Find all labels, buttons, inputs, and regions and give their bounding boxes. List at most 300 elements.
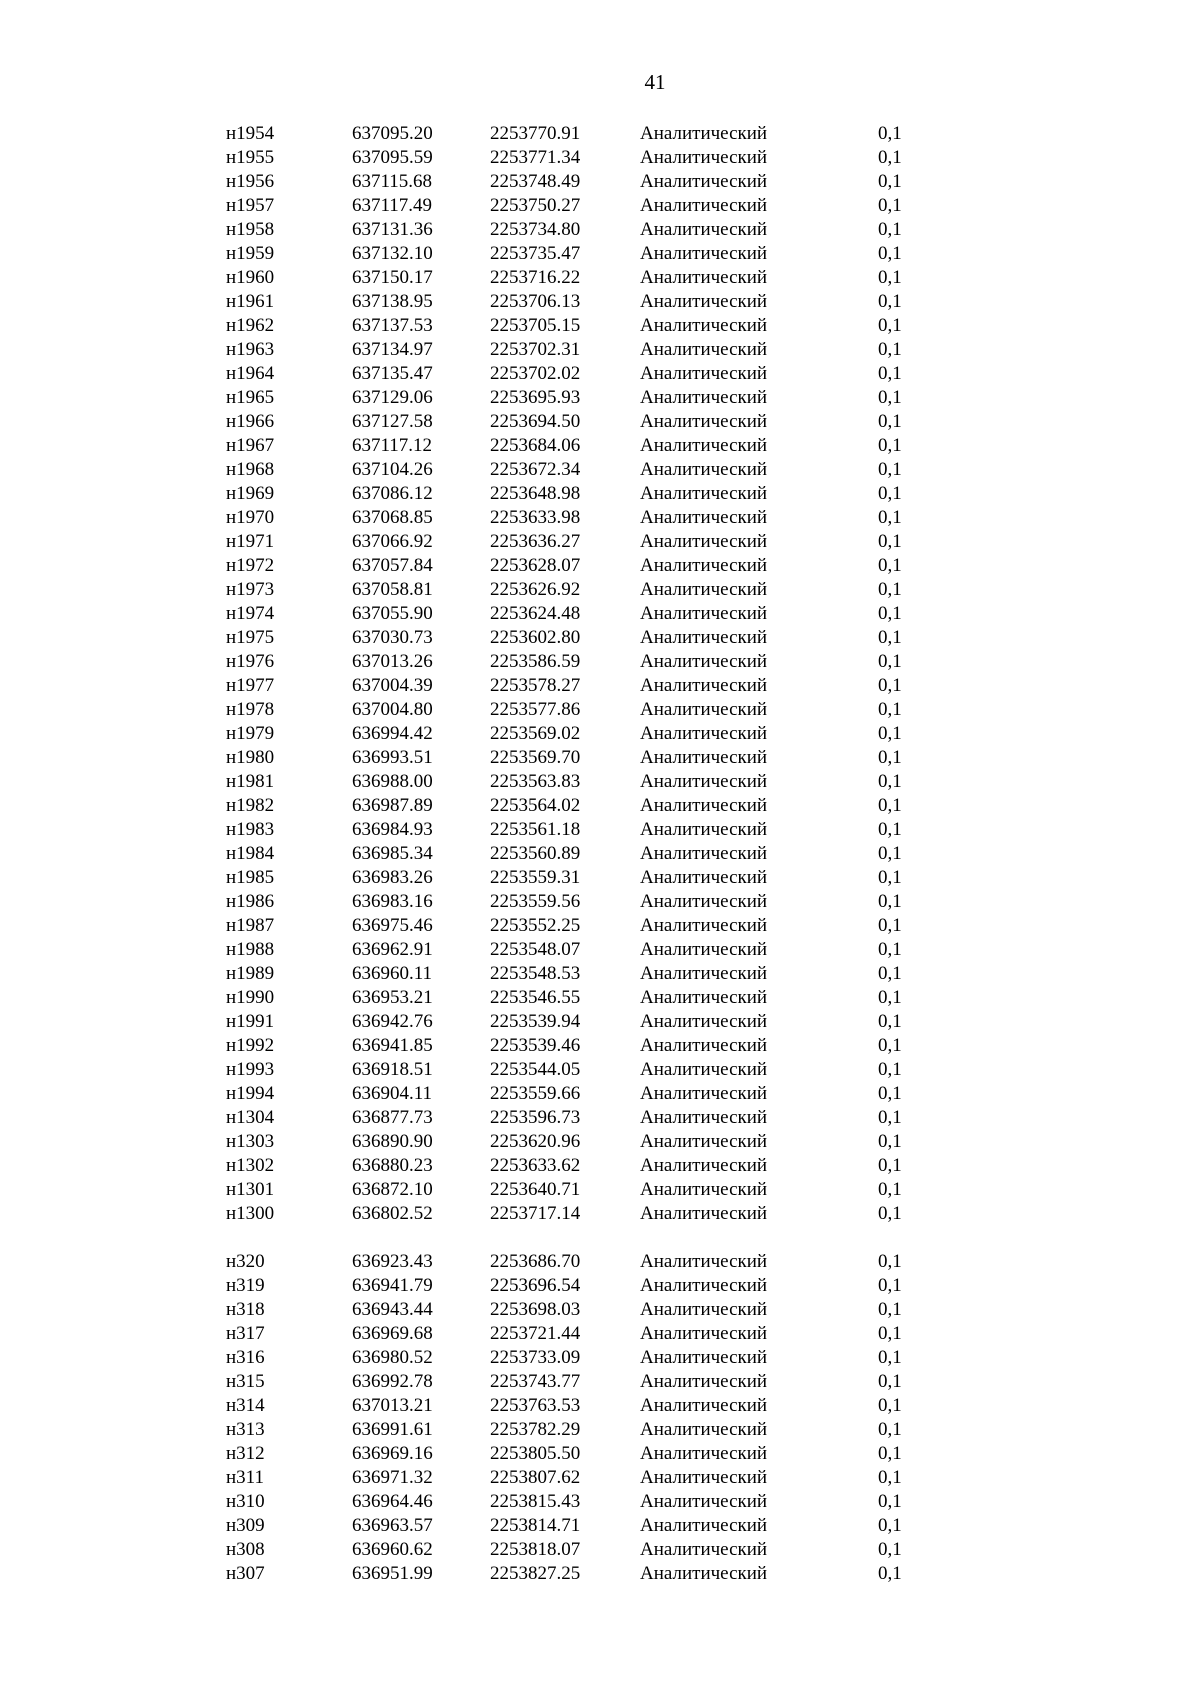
coordinate-y-cell: 2253559.31 [490,867,581,888]
method-cell: Аналитический [640,867,768,888]
method-cell: Аналитический [640,1179,768,1200]
accuracy-cell: 0,1 [878,891,902,912]
accuracy-cell: 0,1 [878,699,902,720]
method-cell: Аналитический [640,1323,768,1344]
table-row [0,674,1200,698]
accuracy-cell: 0,1 [878,435,902,456]
accuracy-cell: 0,1 [878,483,902,504]
coordinate-x-cell: 637058.81 [352,579,433,600]
point-id-cell: н1960 [226,267,275,288]
coordinate-y-cell: 2253770.91 [490,123,581,144]
coordinate-y-cell: 2253648.98 [490,483,581,504]
coordinate-x-cell: 637115.68 [352,171,433,192]
method-cell: Аналитический [640,555,768,576]
accuracy-cell: 0,1 [878,939,902,960]
point-id-cell: н1967 [226,435,275,456]
method-cell: Аналитический [640,1491,768,1512]
coordinate-y-cell: 2253684.06 [490,435,581,456]
accuracy-cell: 0,1 [878,1299,902,1320]
point-id-cell: н309 [226,1515,265,1536]
point-id-cell: н1982 [226,795,275,816]
table-row [0,698,1200,722]
table-row [0,650,1200,674]
coordinate-y-cell: 2253546.55 [490,987,581,1008]
coordinate-y-cell: 2253705.15 [490,315,581,336]
method-cell: Аналитический [640,699,768,720]
point-id-cell: н1978 [226,699,275,720]
method-cell: Аналитический [640,291,768,312]
method-cell: Аналитический [640,387,768,408]
method-cell: Аналитический [640,1035,768,1056]
method-cell: Аналитический [640,1251,768,1272]
method-cell: Аналитический [640,963,768,984]
point-id-cell: н1962 [226,315,275,336]
table-row [0,578,1200,602]
table-row [0,890,1200,914]
coordinate-x-cell: 636941.79 [352,1275,433,1296]
table-row [0,1466,1200,1490]
coordinate-y-cell: 2253743.77 [490,1371,581,1392]
point-id-cell: н1301 [226,1179,275,1200]
point-id-cell: н1965 [226,387,275,408]
coordinate-y-cell: 2253559.56 [490,891,581,912]
coordinate-y-cell: 2253750.27 [490,195,581,216]
table-row [0,1418,1200,1442]
point-id-cell: н311 [226,1467,264,1488]
method-cell: Аналитический [640,1395,768,1416]
table-row [0,866,1200,890]
coordinate-y-cell: 2253734.80 [490,219,581,240]
coordinate-x-cell: 636988.00 [352,771,433,792]
coordinates-table [0,122,1200,1586]
method-cell: Аналитический [640,579,768,600]
point-id-cell: н1991 [226,1011,275,1032]
coordinate-y-cell: 2253702.02 [490,363,581,384]
point-id-cell: н1963 [226,339,275,360]
coordinate-y-cell: 2253818.07 [490,1539,581,1560]
table-row [0,842,1200,866]
accuracy-cell: 0,1 [878,747,902,768]
coordinate-x-cell: 636880.23 [352,1155,433,1176]
point-id-cell: н1974 [226,603,275,624]
method-cell: Аналитический [640,603,768,624]
method-cell: Аналитический [640,939,768,960]
table-row [0,242,1200,266]
coordinate-y-cell: 2253578.27 [490,675,581,696]
coordinate-x-cell: 636943.44 [352,1299,433,1320]
point-id-cell: н1957 [226,195,275,216]
accuracy-cell: 0,1 [878,315,902,336]
point-id-cell: н314 [226,1395,265,1416]
accuracy-cell: 0,1 [878,1203,902,1224]
coordinate-x-cell: 636923.43 [352,1251,433,1272]
method-cell: Аналитический [640,1275,768,1296]
table-row [0,1346,1200,1370]
table-row [0,962,1200,986]
coordinate-y-cell: 2253721.44 [490,1323,581,1344]
method-cell: Аналитический [640,1419,768,1440]
point-id-cell: н310 [226,1491,265,1512]
method-cell: Аналитический [640,1011,768,1032]
coordinate-x-cell: 637086.12 [352,483,433,504]
coordinate-y-cell: 2253696.54 [490,1275,581,1296]
table-row [0,1010,1200,1034]
point-id-cell: н1302 [226,1155,275,1176]
point-id-cell: н1966 [226,411,275,432]
coordinate-x-cell: 636877.73 [352,1107,433,1128]
point-id-cell: н1970 [226,507,275,528]
accuracy-cell: 0,1 [878,963,902,984]
method-cell: Аналитический [640,1299,768,1320]
method-cell: Аналитический [640,915,768,936]
table-row [0,434,1200,458]
coordinate-y-cell: 2253544.05 [490,1059,581,1080]
point-id-cell: н1958 [226,219,275,240]
method-cell: Аналитический [640,891,768,912]
point-id-cell: н1975 [226,627,275,648]
accuracy-cell: 0,1 [878,579,902,600]
coordinate-y-cell: 2253702.31 [490,339,581,360]
table-row [0,506,1200,530]
point-id-cell: н1973 [226,579,275,600]
accuracy-cell: 0,1 [878,1107,902,1128]
point-id-cell: н1989 [226,963,275,984]
coordinate-y-cell: 2253748.49 [490,171,581,192]
coordinate-y-cell: 2253805.50 [490,1443,581,1464]
accuracy-cell: 0,1 [878,1563,902,1584]
table-row [0,170,1200,194]
accuracy-cell: 0,1 [878,123,902,144]
table-row [0,770,1200,794]
point-id-cell: н1976 [226,651,275,672]
accuracy-cell: 0,1 [878,1371,902,1392]
accuracy-cell: 0,1 [878,651,902,672]
coordinate-x-cell: 637131.36 [352,219,433,240]
accuracy-cell: 0,1 [878,1059,902,1080]
coordinate-y-cell: 2253548.07 [490,939,581,960]
coordinate-x-cell: 636942.76 [352,1011,433,1032]
point-id-cell: н1992 [226,1035,275,1056]
accuracy-cell: 0,1 [878,1251,902,1272]
method-cell: Аналитический [640,147,768,168]
accuracy-cell: 0,1 [878,243,902,264]
coordinate-y-cell: 2253548.53 [490,963,581,984]
table-row [0,986,1200,1010]
accuracy-cell: 0,1 [878,1155,902,1176]
table-row [0,1130,1200,1154]
coordinate-x-cell: 637150.17 [352,267,433,288]
table-row [0,1322,1200,1346]
method-cell: Аналитический [640,1155,768,1176]
point-id-cell: н1969 [226,483,275,504]
coordinate-x-cell: 636993.51 [352,747,433,768]
point-id-cell: н1303 [226,1131,275,1152]
method-cell: Аналитический [640,675,768,696]
coordinate-y-cell: 2253733.09 [490,1347,581,1368]
coordinate-y-cell: 2253815.43 [490,1491,581,1512]
method-cell: Аналитический [640,1467,768,1488]
coordinate-y-cell: 2253628.07 [490,555,581,576]
table-row [0,1538,1200,1562]
point-id-cell: н1993 [226,1059,275,1080]
accuracy-cell: 0,1 [878,387,902,408]
method-cell: Аналитический [640,723,768,744]
method-cell: Аналитический [640,747,768,768]
coordinate-y-cell: 2253620.96 [490,1131,581,1152]
point-id-cell: н308 [226,1539,265,1560]
point-id-cell: н1990 [226,987,275,1008]
coordinate-y-cell: 2253552.25 [490,915,581,936]
table-row [0,194,1200,218]
coordinate-y-cell: 2253560.89 [490,843,581,864]
accuracy-cell: 0,1 [878,603,902,624]
coordinate-x-cell: 636960.62 [352,1539,433,1560]
row-group [0,1250,1200,1586]
point-id-cell: н1300 [226,1203,275,1224]
method-cell: Аналитический [640,219,768,240]
point-id-cell: н1985 [226,867,275,888]
method-cell: Аналитический [640,1107,768,1128]
coordinate-x-cell: 637095.20 [352,123,433,144]
coordinate-x-cell: 636983.26 [352,867,433,888]
point-id-cell: н1964 [226,363,275,384]
table-row [0,1274,1200,1298]
table-row [0,1202,1200,1226]
coordinate-y-cell: 2253814.71 [490,1515,581,1536]
coordinate-y-cell: 2253827.25 [490,1563,581,1584]
method-cell: Аналитический [640,483,768,504]
table-row [0,1394,1200,1418]
point-id-cell: н1983 [226,819,275,840]
accuracy-cell: 0,1 [878,1035,902,1056]
coordinate-x-cell: 637137.53 [352,315,433,336]
point-id-cell: н1959 [226,243,275,264]
method-cell: Аналитический [640,1347,768,1368]
method-cell: Аналитический [640,987,768,1008]
method-cell: Аналитический [640,531,768,552]
method-cell: Аналитический [640,1059,768,1080]
coordinate-y-cell: 2253636.27 [490,531,581,552]
accuracy-cell: 0,1 [878,1179,902,1200]
accuracy-cell: 0,1 [878,1539,902,1560]
table-row [0,626,1200,650]
coordinate-x-cell: 637117.49 [352,195,433,216]
accuracy-cell: 0,1 [878,1131,902,1152]
method-cell: Аналитический [640,771,768,792]
coordinate-x-cell: 637066.92 [352,531,433,552]
table-row [0,1562,1200,1586]
point-id-cell: н1986 [226,891,275,912]
point-id-cell: н315 [226,1371,265,1392]
accuracy-cell: 0,1 [878,771,902,792]
coordinate-x-cell: 636969.16 [352,1443,433,1464]
accuracy-cell: 0,1 [878,867,902,888]
coordinate-x-cell: 636969.68 [352,1323,433,1344]
table-row [0,938,1200,962]
coordinate-x-cell: 636992.78 [352,1371,433,1392]
coordinate-x-cell: 636991.61 [352,1419,433,1440]
accuracy-cell: 0,1 [878,723,902,744]
coordinate-y-cell: 2253561.18 [490,819,581,840]
method-cell: Аналитический [640,435,768,456]
accuracy-cell: 0,1 [878,1467,902,1488]
method-cell: Аналитический [640,819,768,840]
method-cell: Аналитический [640,315,768,336]
method-cell: Аналитический [640,243,768,264]
accuracy-cell: 0,1 [878,219,902,240]
method-cell: Аналитический [640,1203,768,1224]
coordinate-x-cell: 636941.85 [352,1035,433,1056]
coordinate-y-cell: 2253706.13 [490,291,581,312]
coordinate-x-cell: 637095.59 [352,147,433,168]
coordinate-y-cell: 2253717.14 [490,1203,581,1224]
coordinate-y-cell: 2253586.59 [490,651,581,672]
table-row [0,122,1200,146]
coordinate-x-cell: 636975.46 [352,915,433,936]
coordinate-x-cell: 637068.85 [352,507,433,528]
coordinate-x-cell: 636980.52 [352,1347,433,1368]
point-id-cell: н1977 [226,675,275,696]
method-cell: Аналитический [640,339,768,360]
accuracy-cell: 0,1 [878,675,902,696]
coordinate-x-cell: 637135.47 [352,363,433,384]
point-id-cell: н316 [226,1347,265,1368]
point-id-cell: н318 [226,1299,265,1320]
table-row [0,1154,1200,1178]
point-id-cell: н1961 [226,291,275,312]
table-row [0,1034,1200,1058]
table-row [0,1106,1200,1130]
point-id-cell: н1988 [226,939,275,960]
coordinate-x-cell: 637004.39 [352,675,433,696]
table-row [0,1298,1200,1322]
method-cell: Аналитический [640,267,768,288]
coordinate-y-cell: 2253694.50 [490,411,581,432]
table-row [0,602,1200,626]
coordinate-y-cell: 2253569.02 [490,723,581,744]
method-cell: Аналитический [640,411,768,432]
coordinate-y-cell: 2253559.66 [490,1083,581,1104]
point-id-cell: н1954 [226,123,275,144]
coordinate-x-cell: 637134.97 [352,339,433,360]
method-cell: Аналитический [640,1371,768,1392]
accuracy-cell: 0,1 [878,915,902,936]
coordinate-y-cell: 2253672.34 [490,459,581,480]
table-row [0,722,1200,746]
coordinate-x-cell: 636872.10 [352,1179,433,1200]
coordinate-x-cell: 636987.89 [352,795,433,816]
accuracy-cell: 0,1 [878,267,902,288]
point-id-cell: н1981 [226,771,275,792]
method-cell: Аналитический [640,363,768,384]
table-row [0,266,1200,290]
method-cell: Аналитический [640,843,768,864]
table-row [0,794,1200,818]
accuracy-cell: 0,1 [878,411,902,432]
method-cell: Аналитический [640,1131,768,1152]
table-row [0,410,1200,434]
coordinate-x-cell: 636951.99 [352,1563,433,1584]
coordinate-x-cell: 637129.06 [352,387,433,408]
point-id-cell: н1971 [226,531,275,552]
coordinate-x-cell: 636918.51 [352,1059,433,1080]
table-row [0,1250,1200,1274]
coordinate-x-cell: 637132.10 [352,243,433,264]
coordinate-x-cell: 636904.11 [352,1083,433,1104]
coordinate-y-cell: 2253626.92 [490,579,581,600]
table-row [0,290,1200,314]
coordinate-x-cell: 637013.21 [352,1395,433,1416]
table-row [0,338,1200,362]
coordinate-y-cell: 2253771.34 [490,147,581,168]
coordinate-x-cell: 636963.57 [352,1515,433,1536]
accuracy-cell: 0,1 [878,555,902,576]
method-cell: Аналитический [640,1539,768,1560]
coordinate-x-cell: 636890.90 [352,1131,433,1152]
point-id-cell: н312 [226,1443,265,1464]
coordinate-x-cell: 637104.26 [352,459,433,480]
table-row [0,1370,1200,1394]
coordinate-y-cell: 2253686.70 [490,1251,581,1272]
coordinate-y-cell: 2253735.47 [490,243,581,264]
row-group [0,122,1200,1226]
accuracy-cell: 0,1 [878,987,902,1008]
point-id-cell: н1980 [226,747,275,768]
accuracy-cell: 0,1 [878,1395,902,1416]
coordinate-x-cell: 636971.32 [352,1467,433,1488]
table-row [0,1514,1200,1538]
coordinate-x-cell: 637055.90 [352,603,433,624]
method-cell: Аналитический [640,459,768,480]
table-row [0,554,1200,578]
accuracy-cell: 0,1 [878,147,902,168]
accuracy-cell: 0,1 [878,1491,902,1512]
point-id-cell: н1979 [226,723,275,744]
coordinate-x-cell: 636983.16 [352,891,433,912]
coordinate-y-cell: 2253539.46 [490,1035,581,1056]
point-id-cell: н1304 [226,1107,275,1128]
coordinate-y-cell: 2253763.53 [490,1395,581,1416]
point-id-cell: н1968 [226,459,275,480]
accuracy-cell: 0,1 [878,1419,902,1440]
accuracy-cell: 0,1 [878,795,902,816]
table-row [0,362,1200,386]
point-id-cell: н1987 [226,915,275,936]
coordinate-y-cell: 2253602.80 [490,627,581,648]
point-id-cell: н1956 [226,171,275,192]
table-row [0,386,1200,410]
table-row [0,314,1200,338]
coordinate-x-cell: 637138.95 [352,291,433,312]
accuracy-cell: 0,1 [878,531,902,552]
table-row [0,1082,1200,1106]
table-row [0,1490,1200,1514]
method-cell: Аналитический [640,651,768,672]
method-cell: Аналитический [640,123,768,144]
coordinate-y-cell: 2253624.48 [490,603,581,624]
coordinate-y-cell: 2253539.94 [490,1011,581,1032]
accuracy-cell: 0,1 [878,1515,902,1536]
accuracy-cell: 0,1 [878,1347,902,1368]
table-row [0,530,1200,554]
point-id-cell: н313 [226,1419,265,1440]
coordinate-y-cell: 2253596.73 [490,1107,581,1128]
coordinate-x-cell: 636960.11 [352,963,433,984]
accuracy-cell: 0,1 [878,195,902,216]
table-row [0,458,1200,482]
method-cell: Аналитический [640,795,768,816]
table-row [0,218,1200,242]
